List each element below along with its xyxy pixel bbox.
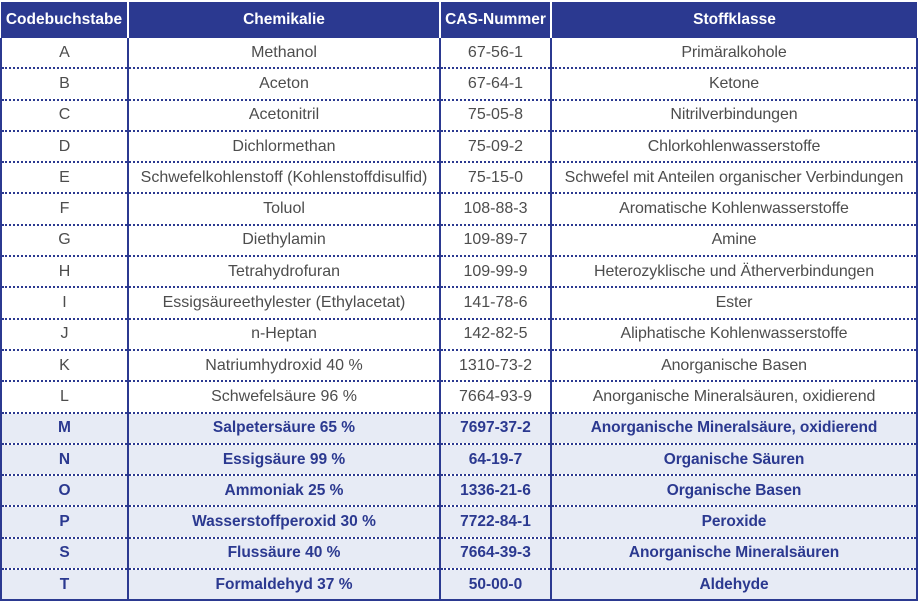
table-body <box>1 38 917 600</box>
table-row <box>1 506 917 537</box>
chemical-cell: Flussäure 40 % <box>128 538 440 569</box>
chemical-cell: Wasserstoffperoxid 30 % <box>128 506 440 537</box>
code-cell: C <box>1 100 128 131</box>
table-row <box>1 38 917 68</box>
cas-number-cell: 1336-21-6 <box>440 475 551 506</box>
table-header <box>1 2 917 38</box>
cas-number-cell: 50-00-0 <box>440 569 551 600</box>
code-cell: H <box>1 256 128 287</box>
substance-class-cell: Primäralkohole <box>551 38 917 68</box>
chemical-cell: Tetrahydrofuran <box>128 256 440 287</box>
cas-number-cell: 142-82-5 <box>440 319 551 350</box>
substance-class-cell: Aromatische Kohlenwasserstoffe <box>551 193 917 224</box>
table-row <box>1 475 917 506</box>
chemical-cell: Natriumhydroxid 40 % <box>128 350 440 381</box>
table-row <box>1 569 917 600</box>
chemical-cell: Aceton <box>128 68 440 99</box>
chemical-cell: Acetonitril <box>128 100 440 131</box>
code-cell: A <box>1 38 128 68</box>
table-row <box>1 68 917 99</box>
cas-number-cell: 7664-93-9 <box>440 381 551 412</box>
cas-number-cell: 75-15-0 <box>440 162 551 193</box>
chemical-cell: Ammoniak 25 % <box>128 475 440 506</box>
code-cell: I <box>1 287 128 318</box>
substance-class-cell: Aldehyde <box>551 569 917 600</box>
cas-number-cell: 64-19-7 <box>440 444 551 475</box>
cas-number-cell: 7664-39-3 <box>440 538 551 569</box>
table-row <box>1 193 917 224</box>
table-row <box>1 538 917 569</box>
code-cell: O <box>1 475 128 506</box>
chemical-cell: Toluol <box>128 193 440 224</box>
table-row <box>1 381 917 412</box>
code-cell: K <box>1 350 128 381</box>
code-cell: E <box>1 162 128 193</box>
cas-number-cell: 75-09-2 <box>440 131 551 162</box>
table-row <box>1 100 917 131</box>
table-row <box>1 225 917 256</box>
substance-class-cell: Heterozyklische und Ätherverbindungen <box>551 256 917 287</box>
code-cell: G <box>1 225 128 256</box>
header-stoffklasse: Stoffklasse <box>551 2 917 38</box>
table-row <box>1 444 917 475</box>
substance-class-cell: Chlorkohlenwasserstoffe <box>551 131 917 162</box>
substance-class-cell: Anorganische Mineralsäuren, oxidierend <box>551 381 917 412</box>
substance-class-cell: Anorganische Mineralsäure, oxidierend <box>551 413 917 444</box>
chemical-cell: Schwefelsäure 96 % <box>128 381 440 412</box>
substance-class-cell: Aliphatische Kohlenwasserstoffe <box>551 319 917 350</box>
header-codebuchstabe: Codebuchstabe <box>1 2 128 38</box>
cas-number-cell: 141-78-6 <box>440 287 551 318</box>
cas-number-cell: 67-56-1 <box>440 38 551 68</box>
table-row <box>1 162 917 193</box>
substance-class-cell: Anorganische Basen <box>551 350 917 381</box>
code-cell: J <box>1 319 128 350</box>
cas-number-cell: 108-88-3 <box>440 193 551 224</box>
substance-class-cell: Anorganische Mineralsäuren <box>551 538 917 569</box>
chemical-cell: Methanol <box>128 38 440 68</box>
code-cell: D <box>1 131 128 162</box>
chemical-cell: n-Heptan <box>128 319 440 350</box>
chemical-cell: Diethylamin <box>128 225 440 256</box>
chemical-resistance-table-wrapper <box>0 2 916 601</box>
table-row <box>1 319 917 350</box>
code-cell: N <box>1 444 128 475</box>
code-cell: P <box>1 506 128 537</box>
table-row <box>1 287 917 318</box>
table-row <box>1 413 917 444</box>
substance-class-cell: Ketone <box>551 68 917 99</box>
table-row <box>1 350 917 381</box>
code-cell: F <box>1 193 128 224</box>
code-cell: L <box>1 381 128 412</box>
substance-class-cell: Amine <box>551 225 917 256</box>
substance-class-cell: Peroxide <box>551 506 917 537</box>
cas-number-cell: 109-99-9 <box>440 256 551 287</box>
header-row <box>1 2 917 38</box>
substance-class-cell: Ester <box>551 287 917 318</box>
cas-number-cell: 109-89-7 <box>440 225 551 256</box>
chemical-cell: Essigsäure 99 % <box>128 444 440 475</box>
table-row <box>1 256 917 287</box>
substance-class-cell: Organische Basen <box>551 475 917 506</box>
chemical-cell: Schwefelkohlenstoff (Kohlenstoffdisulfid) <box>128 162 440 193</box>
cas-number-cell: 7697-37-2 <box>440 413 551 444</box>
cas-number-cell: 67-64-1 <box>440 68 551 99</box>
table-row <box>1 131 917 162</box>
code-cell: B <box>1 68 128 99</box>
cas-number-cell: 1310-73-2 <box>440 350 551 381</box>
code-cell: T <box>1 569 128 600</box>
chemical-cell: Dichlormethan <box>128 131 440 162</box>
code-cell: S <box>1 538 128 569</box>
chemical-cell: Formaldehyd 37 % <box>128 569 440 600</box>
substance-class-cell: Nitrilverbindungen <box>551 100 917 131</box>
substance-class-cell: Organische Säuren <box>551 444 917 475</box>
cas-number-cell: 75-05-8 <box>440 100 551 131</box>
substance-class-cell: Schwefel mit Anteilen organischer Verbindungen <box>551 162 917 193</box>
cas-number-cell: 7722-84-1 <box>440 506 551 537</box>
header-cas-nummer: CAS-Nummer <box>440 2 551 38</box>
code-cell: M <box>1 413 128 444</box>
header-chemikalie: Chemikalie <box>128 2 440 38</box>
chemical-cell: Salpetersäure 65 % <box>128 413 440 444</box>
chemical-cell: Essigsäureethylester (Ethylacetat) <box>128 287 440 318</box>
chemical-table <box>0 2 918 601</box>
